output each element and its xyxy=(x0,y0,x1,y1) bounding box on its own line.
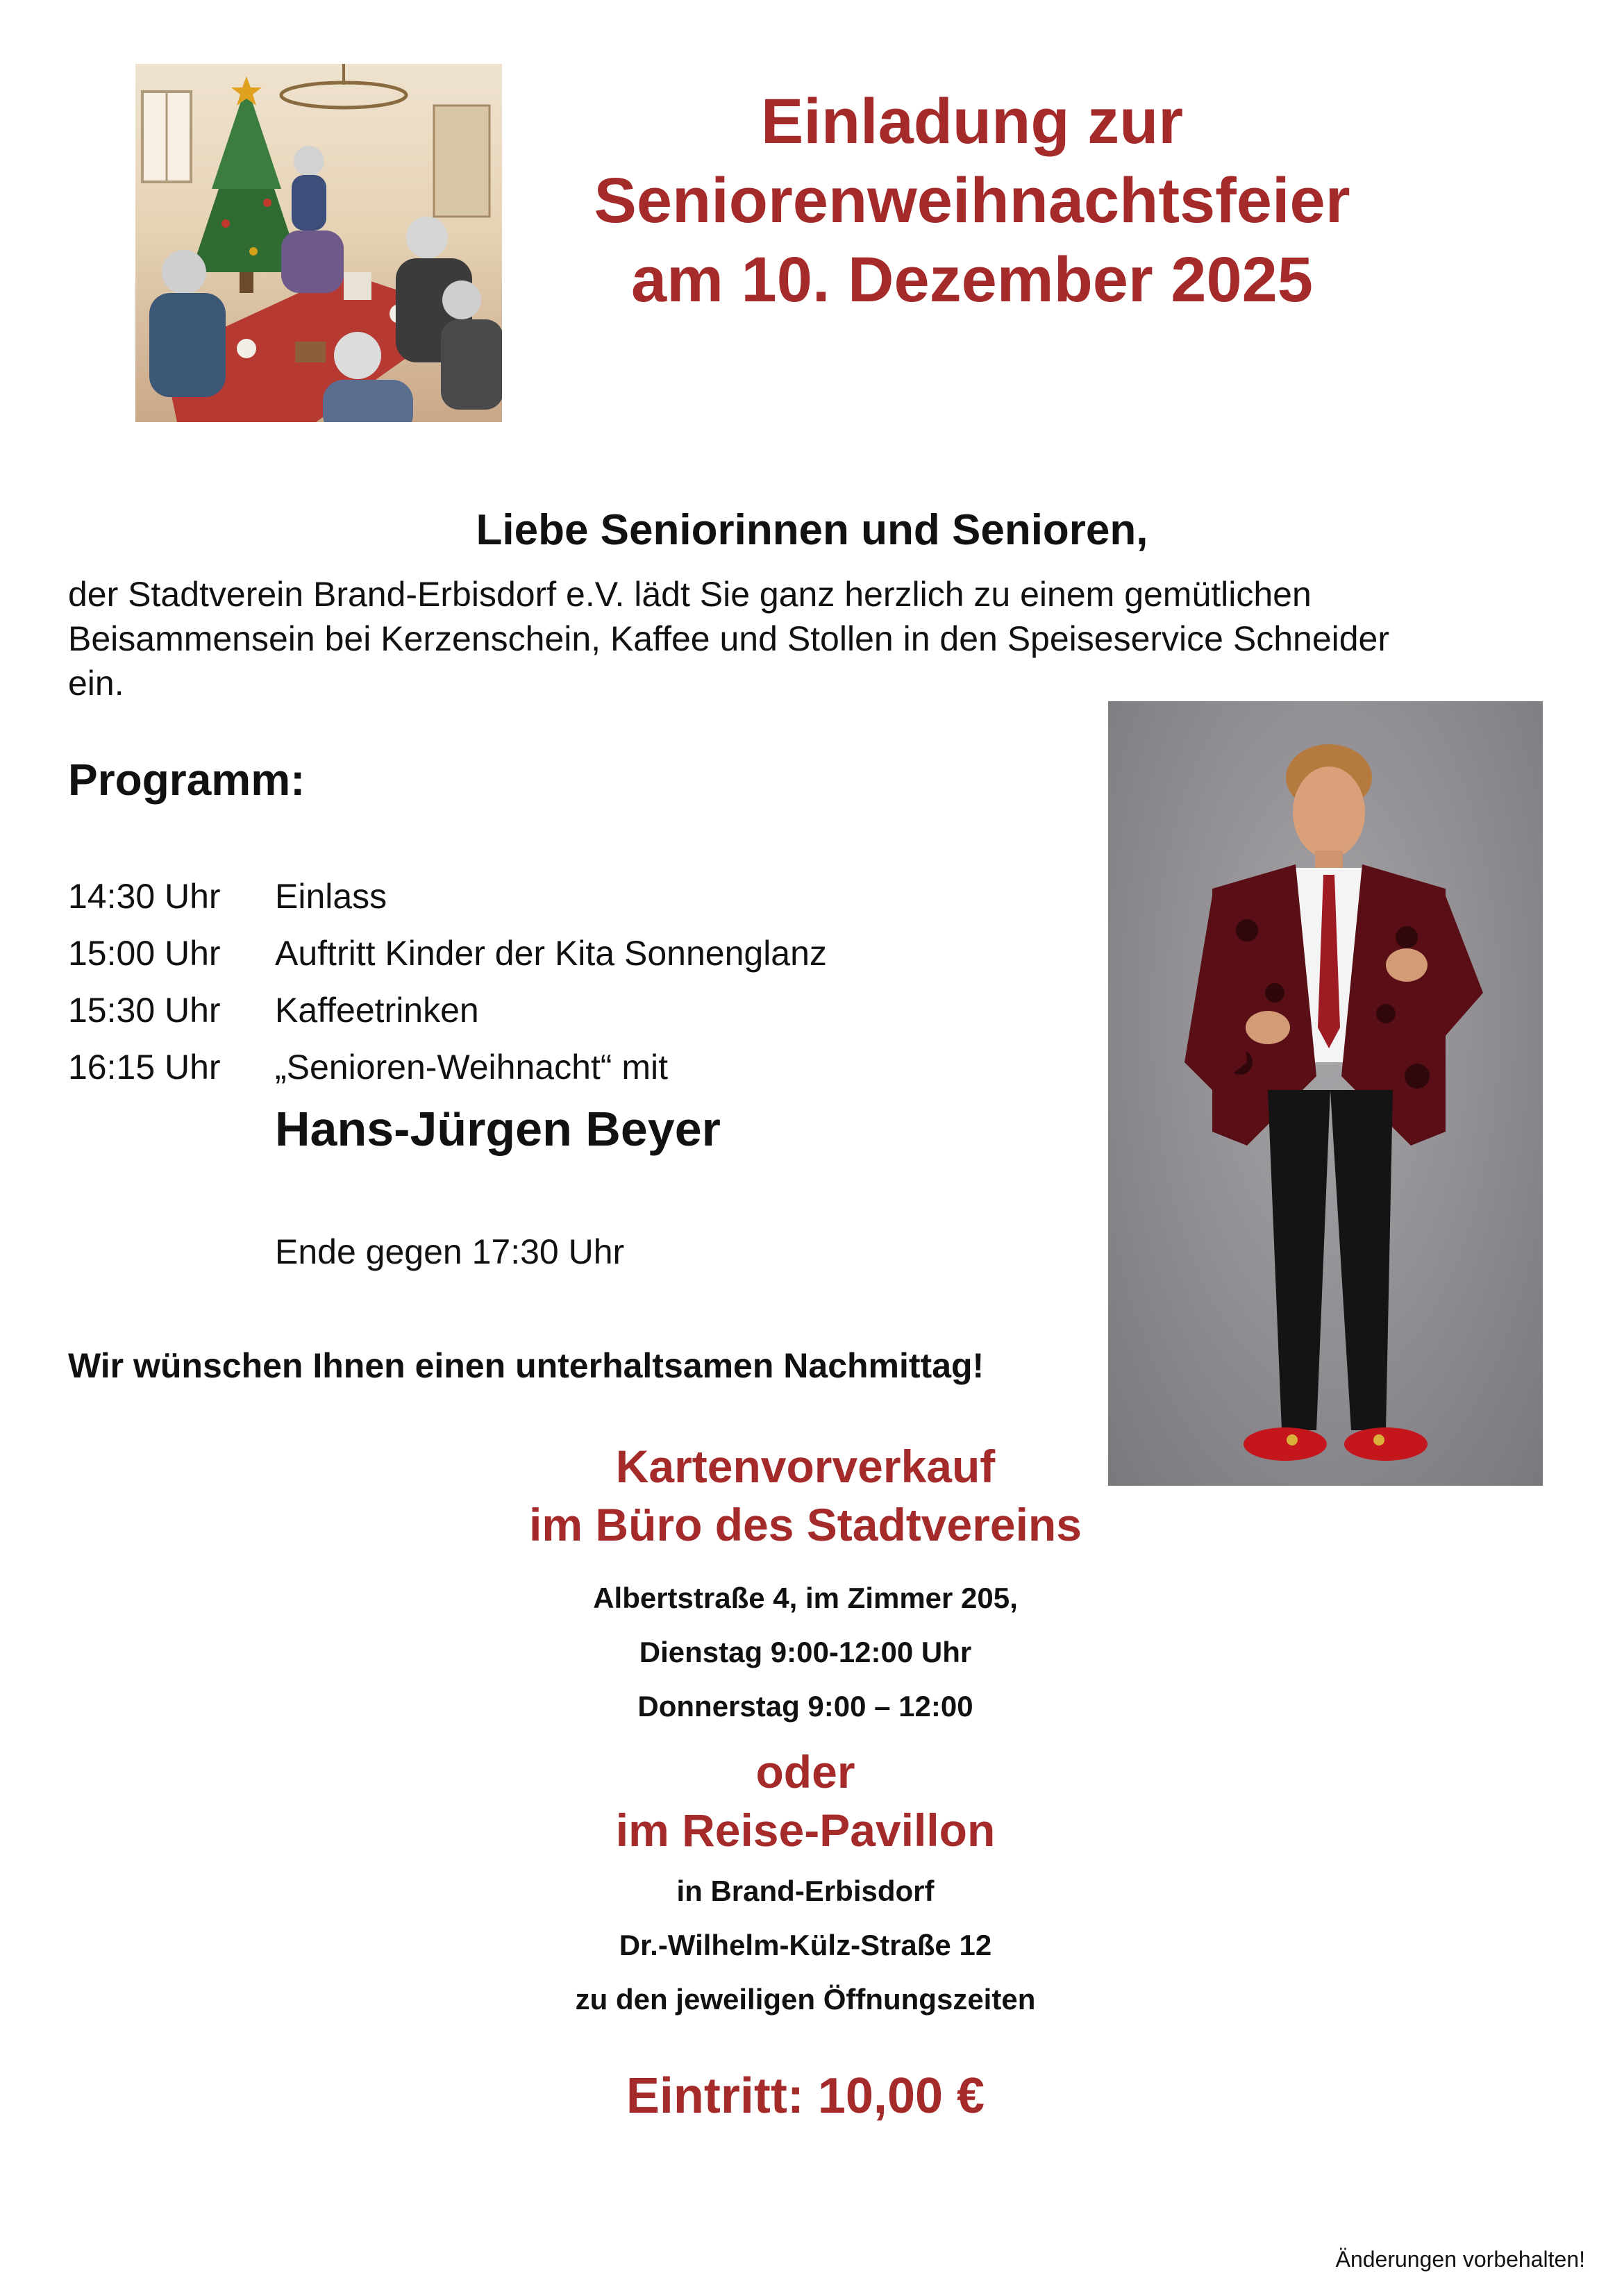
schedule-activity: Auftritt Kinder der Kita Sonnenglanz xyxy=(275,934,827,973)
christmas-party-illustration xyxy=(135,64,502,422)
greeting: Liebe Seniorinnen und Senioren, xyxy=(476,506,1148,554)
schedule-time: 15:30 Uhr xyxy=(68,991,221,1030)
schedule-activity: „Senioren-Weihnacht“ mit xyxy=(275,1048,668,1087)
presale-hours-line: Dienstag 9:00-12:00 Uhr xyxy=(639,1636,972,1668)
schedule-time: 16:15 Uhr xyxy=(68,1048,221,1087)
presale-heading-line: Kartenvorverkauf xyxy=(615,1441,996,1492)
title-line: Seniorenweihnachtsfeier xyxy=(594,165,1350,236)
alt-heading-line: oder xyxy=(755,1746,855,1798)
program-heading: Programm: xyxy=(68,755,305,805)
intro-line: ein. xyxy=(68,664,124,703)
schedule-time: 15:00 Uhr xyxy=(68,934,221,973)
presale-heading-line: im Büro des Stadtvereins xyxy=(529,1499,1082,1550)
intro-line: der Stadtverein Brand-Erbisdorf e.V. lädt Sie ganz herzlich zu einem gemütlichen xyxy=(68,575,1312,614)
end-time: Ende gegen 17:30 Uhr xyxy=(275,1232,625,1271)
alt-address-line: Dr.-Wilhelm-Külz-Straße 12 xyxy=(619,1929,992,1961)
invitation-title xyxy=(528,82,1416,319)
alt-hours-line: zu den jeweiligen Öffnungszeiten xyxy=(575,1983,1036,2016)
presale-heading xyxy=(389,1437,1222,1554)
alt-address-line: in Brand-Erbisdorf xyxy=(676,1875,935,1907)
schedule-time: 14:30 Uhr xyxy=(68,877,221,916)
schedule-activity: Einlass xyxy=(275,877,387,916)
intro-paragraph xyxy=(68,572,1582,705)
artist-photo xyxy=(1108,701,1543,1486)
closing-wish: Wir wünschen Ihnen einen unterhaltsamen Nachmittag! xyxy=(68,1346,985,1385)
presale-address-line: Albertstraße 4, im Zimmer 205, xyxy=(593,1582,1018,1614)
artist-name: Hans-Jürgen Beyer xyxy=(275,1102,721,1156)
alt-presale-heading xyxy=(389,1743,1222,1859)
title-line: am 10. Dezember 2025 xyxy=(631,244,1313,315)
admission-price: Eintritt: 10,00 € xyxy=(626,2068,985,2124)
footnote: Änderungen vorbehalten! xyxy=(1335,2247,1585,2272)
schedule-activity: Kaffeetrinken xyxy=(275,991,479,1030)
intro-line: Beisammensein bei Kerzenschein, Kaffee und Stollen in den Speiseservice Schneider xyxy=(68,619,1390,658)
alt-heading-line: im Reise-Pavillon xyxy=(615,1804,996,1856)
presale-hours-line: Donnerstag 9:00 – 12:00 xyxy=(637,1690,973,1723)
title-line: Einladung zur xyxy=(760,86,1184,157)
